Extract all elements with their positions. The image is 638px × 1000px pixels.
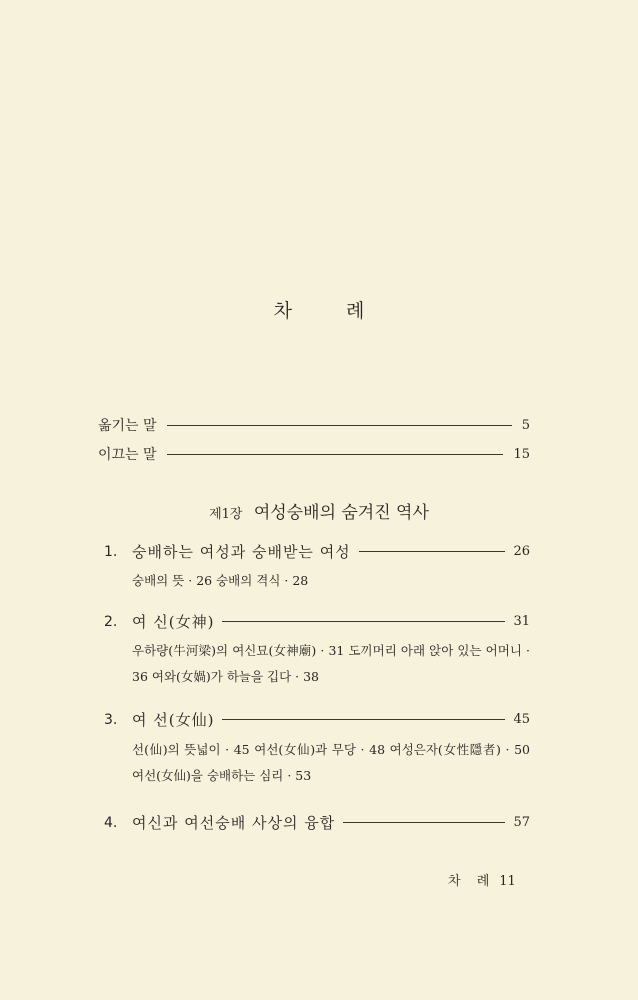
section-page: 31 — [513, 614, 530, 629]
section-title: 여신과 여선숭배 사상의 융합 — [132, 814, 336, 832]
leader-line — [222, 719, 505, 720]
toc-section-2[interactable] — [104, 611, 530, 632]
toc-section-4[interactable] — [104, 812, 530, 833]
page-title: 차 례 — [273, 300, 389, 322]
toc-entry-introduction[interactable] — [98, 444, 530, 464]
toc-entry-page: 5 — [521, 417, 530, 433]
chapter-heading — [0, 498, 638, 523]
section-subtopics: 숭배의 뜻 · 26 숭배의 격식 · 28 — [132, 573, 309, 588]
section-subtopics: 선(仙)의 뜻넓이 · 45 여선(女仙)과 무당 · 48 여성은자(女性隱者) · 50 여선(女仙)을 숭배하는 심리 · 53 — [132, 742, 530, 783]
section-title: 여 신(女神) — [132, 613, 215, 631]
section-number: 4. — [104, 814, 118, 831]
section-number: 1. — [104, 543, 118, 560]
section-subtopics: 우하량(牛河梁)의 여신묘(女神廟) · 31 도끼머리 아래 앉아 있는 어머니 · 36 여와(女媧)가 하늘을 깁다 · 38 — [132, 643, 530, 684]
section-number: 2. — [104, 613, 118, 630]
toc-entry-label: 옮기는 말 — [98, 418, 157, 434]
leader-line — [359, 551, 506, 552]
chapter-number: 제1장 — [209, 507, 243, 522]
leader-line — [222, 621, 505, 622]
leader-line — [167, 454, 504, 455]
leader-line — [343, 822, 505, 823]
footer-page-number: 11 — [499, 874, 516, 889]
section-number: 3. — [104, 711, 118, 728]
page-footer — [448, 870, 516, 889]
leader-line — [167, 425, 512, 426]
chapter-title: 여성숭배의 숨겨진 역사 — [253, 503, 429, 523]
section-title: 숭배하는 여성과 숭배받는 여성 — [132, 543, 351, 561]
section-title: 여 선(女仙) — [132, 711, 215, 729]
toc-section-3[interactable] — [104, 709, 530, 730]
section-page: 26 — [513, 544, 530, 559]
section-page: 45 — [513, 712, 530, 727]
footer-label: 차 례 — [448, 874, 496, 889]
section-page: 57 — [513, 815, 530, 830]
toc-entry-translator-note[interactable] — [98, 415, 530, 435]
toc-entry-page: 15 — [513, 446, 530, 462]
toc-entry-label: 이끄는 말 — [98, 447, 157, 463]
toc-section-1[interactable] — [104, 541, 530, 562]
